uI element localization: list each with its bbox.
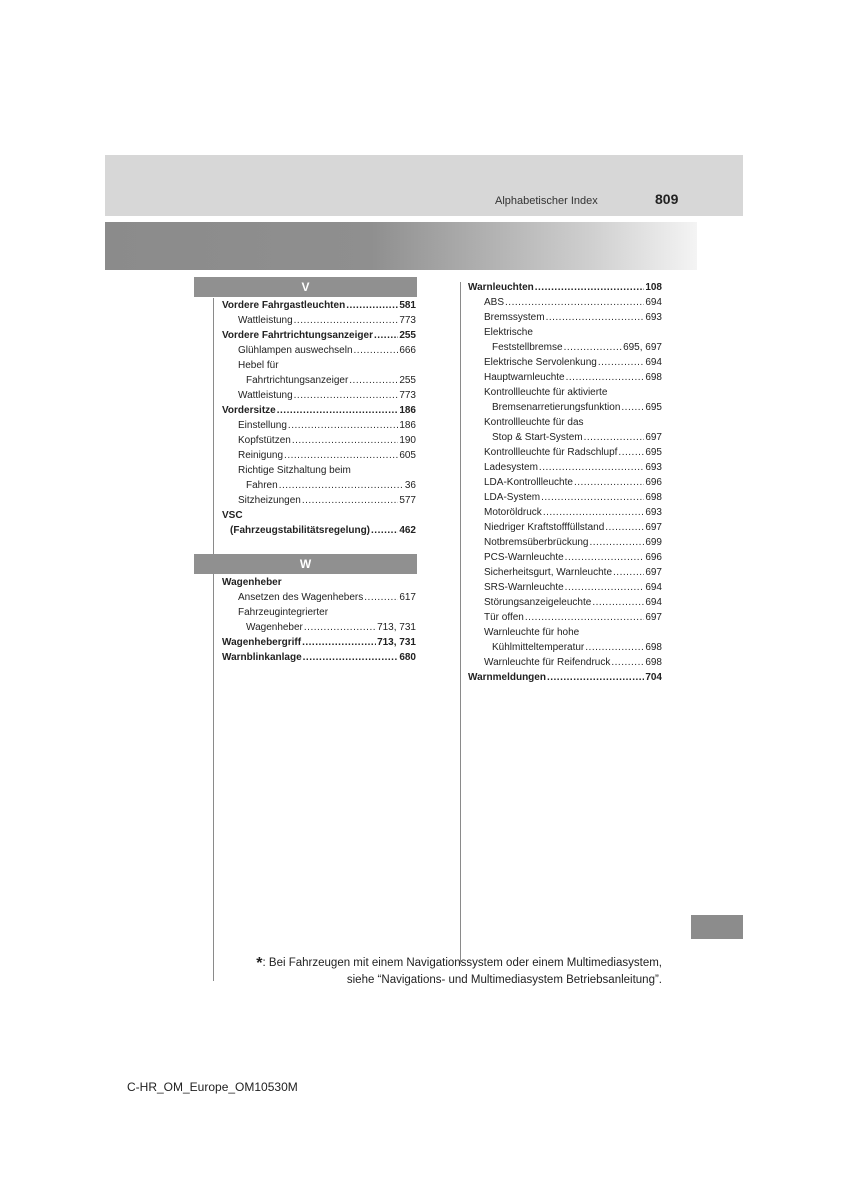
index-entry-page: 696 (645, 552, 662, 563)
index-entry-term: Warnleuchten (468, 282, 534, 293)
dot-leader (292, 433, 399, 448)
index-entry-page: 255 (399, 330, 416, 341)
index-entry (468, 565, 662, 580)
index-entry-term: Einstellung (238, 420, 287, 431)
index-entry-term: Ladesystem (484, 462, 538, 473)
index-entry-page: 108 (645, 282, 662, 293)
dot-leader (592, 595, 644, 610)
index-entry-term: Reinigung (238, 450, 284, 461)
index-entry-term: Wagenheber (246, 622, 303, 633)
dot-leader (349, 373, 398, 388)
index-entry-term: Warnleuchte für hohe (484, 627, 580, 638)
dot-leader (613, 565, 644, 580)
index-entry-term: Vordere Fahrtrichtungsanzeiger (222, 330, 373, 341)
index-entry-term: Bremssystem (484, 312, 545, 323)
index-entry (468, 295, 662, 310)
index-entry-term: Vordersitze (222, 405, 276, 416)
index-entry-page: 462 (399, 525, 416, 536)
index-entry-page: 697 (645, 432, 662, 443)
index-entry-page: 695 (645, 402, 662, 413)
index-entry-page: 697 (645, 612, 662, 623)
index-entry (468, 340, 662, 355)
index-entry (222, 590, 416, 605)
index-entry (468, 415, 662, 430)
index-entry-page: 581 (399, 300, 416, 311)
index-entry (468, 310, 662, 325)
dot-leader (611, 655, 644, 670)
index-entry (222, 478, 416, 493)
dot-leader (547, 670, 644, 685)
index-entry (468, 550, 662, 565)
dot-leader (294, 388, 399, 403)
index-entry-term: Sicherheitsgurt, Warnleuchte (484, 567, 613, 578)
index-entry-term: Elektrische Servolenkung (484, 357, 597, 368)
letter-heading-v: V (194, 277, 417, 297)
index-entry (222, 493, 416, 508)
index-entry (468, 580, 662, 595)
index-entry-term: Warnleuchte für Reifendruck (484, 657, 611, 668)
index-entry-page: 190 (399, 435, 416, 446)
index-entry (468, 490, 662, 505)
index-entry-term: Elektrische (484, 327, 533, 338)
chapter-bar (105, 222, 697, 270)
index-entry-term: Fahren (246, 480, 278, 491)
index-entry (222, 523, 416, 538)
index-entry-page: 693 (645, 312, 662, 323)
index-entry (222, 508, 416, 523)
index-entry-page: 577 (399, 495, 416, 506)
index-entry-term: Wagenhebergriff (222, 637, 302, 648)
index-entry (222, 433, 416, 448)
index-entry (222, 358, 416, 373)
index-entry-page: 36 (404, 480, 416, 491)
dot-leader (565, 550, 645, 565)
header-band (105, 155, 743, 216)
index-entry-term: Kontrollleuchte für aktivierte (484, 387, 608, 398)
page-number: 809 (655, 191, 679, 207)
index-entry-page: 693 (645, 507, 662, 518)
dot-leader (346, 298, 398, 313)
index-entry-page: 713, 731 (377, 622, 416, 633)
index-entry (468, 520, 662, 535)
index-entry (468, 655, 662, 670)
dot-leader (294, 313, 399, 328)
index-entry (222, 403, 416, 418)
index-entry-page: 698 (645, 372, 662, 383)
index-entry-page: 255 (399, 375, 416, 386)
index-entry (222, 605, 416, 620)
index-entry (222, 298, 416, 313)
index-entry (468, 535, 662, 550)
index-entry (468, 355, 662, 370)
index-entry (468, 505, 662, 520)
index-list-warn (468, 280, 662, 685)
dot-leader (535, 280, 645, 295)
dot-leader (303, 650, 399, 665)
dot-leader (371, 523, 398, 538)
letter-heading-w: W (194, 554, 417, 574)
index-entry-page: 605 (399, 450, 416, 461)
index-entry-term: Warnblinkanlage (222, 652, 302, 663)
index-entry (222, 343, 416, 358)
dot-leader (374, 328, 398, 343)
index-entry-term: Kontrollleuchte für das (484, 417, 584, 428)
index-entry (222, 418, 416, 433)
footnote-line-1: : Bei Fahrzeugen mit einem Navigationssystem oder einem Multimediasystem, (262, 957, 662, 969)
dot-leader (574, 475, 644, 490)
index-entry-page: 773 (399, 390, 416, 401)
index-entry-page: 698 (645, 492, 662, 503)
dot-leader (364, 590, 398, 605)
index-entry (468, 460, 662, 475)
index-entry-page: 694 (645, 597, 662, 608)
dot-leader (584, 430, 645, 445)
index-entry (222, 620, 416, 635)
index-entry-term: Störungsanzeigeleuchte (484, 597, 592, 608)
index-entry (222, 373, 416, 388)
index-entry-page: 773 (399, 315, 416, 326)
index-entry-term: Ansetzen des Wagenhebers (238, 592, 364, 603)
index-entry (468, 625, 662, 640)
index-entry-page: 694 (645, 357, 662, 368)
dot-leader (284, 448, 398, 463)
index-entry-term: Kopfstützen (238, 435, 291, 446)
index-entry-page: 695, 697 (623, 342, 662, 353)
index-entry-term: Wagenheber (222, 577, 282, 588)
footnote-line-2: siehe “Navigations- und Multimediasystem Betriebsanleitung”. (346, 974, 662, 986)
index-entry (468, 430, 662, 445)
index-entry-term: Sitzheizungen (238, 495, 301, 506)
index-entry (468, 475, 662, 490)
index-entry-term: Wattleistung (238, 315, 293, 326)
index-entry-page: 704 (645, 672, 662, 683)
dot-leader (279, 478, 404, 493)
dot-leader (288, 418, 398, 433)
index-entry-term: (Fahrzeugstabilitätsregelung) (230, 525, 371, 536)
index-entry-page: 666 (399, 345, 416, 356)
dot-leader (546, 310, 645, 325)
right-column-rule (460, 282, 461, 964)
index-entry-term: Motoröldruck (484, 507, 542, 518)
index-entry (468, 280, 662, 295)
dot-leader (543, 505, 645, 520)
index-entry (222, 388, 416, 403)
index-entry (468, 370, 662, 385)
index-entry-term: Fahrzeugintegrierter (238, 607, 329, 618)
index-entry (468, 670, 662, 685)
dot-leader (302, 635, 376, 650)
index-entry-page: 695 (645, 447, 662, 458)
index-entry (468, 385, 662, 400)
index-entry-page: 713, 731 (377, 637, 416, 648)
index-entry-term: LDA-System (484, 492, 541, 503)
dot-leader (539, 460, 644, 475)
index-entry-term: VSC (222, 510, 243, 521)
index-entry (222, 650, 416, 665)
index-entry-term: Notbremsüberbrückung (484, 537, 589, 548)
index-entry-page: 697 (645, 522, 662, 533)
footnote-star: * (256, 955, 263, 972)
section-title: Alphabetischer Index (495, 195, 598, 207)
index-entry-term: Feststellbremse (492, 342, 563, 353)
index-entry-term: Hebel für (238, 360, 279, 371)
dot-leader (304, 620, 376, 635)
index-entry-term: Stop & Start-System (492, 432, 583, 443)
index-entry (468, 325, 662, 340)
index-entry-term: PCS-Warnleuchte (484, 552, 564, 563)
dot-leader (585, 640, 644, 655)
index-entry (468, 610, 662, 625)
index-entry-term: Wattleistung (238, 390, 293, 401)
index-entry-term: Glühlampen auswechseln (238, 345, 353, 356)
index-entry (468, 445, 662, 460)
index-entry (222, 448, 416, 463)
index-entry (468, 595, 662, 610)
thumb-index-tab (691, 915, 743, 939)
index-entry (222, 635, 416, 650)
index-entry (222, 328, 416, 343)
index-entry-page: 697 (645, 567, 662, 578)
index-entry-term: Niedriger Kraftstofffüllstand (484, 522, 605, 533)
index-entry-page: 680 (399, 652, 416, 663)
index-entry (222, 575, 416, 590)
index-entry (222, 313, 416, 328)
index-entry-page: 186 (399, 405, 416, 416)
index-entry-page: 617 (399, 592, 416, 603)
index-entry-term: LDA-Kontrollleuchte (484, 477, 573, 488)
dot-leader (541, 490, 644, 505)
dot-leader (277, 403, 399, 418)
dot-leader (564, 340, 622, 355)
dot-leader (605, 520, 644, 535)
index-entry (222, 463, 416, 478)
index-entry-term: ABS (484, 297, 505, 308)
index-entry-term: Warnmeldungen (468, 672, 546, 683)
index-entry-page: 694 (645, 297, 662, 308)
footnote (256, 955, 662, 989)
index-list-v (222, 298, 416, 538)
index-entry-term: Richtige Sitzhaltung beim (238, 465, 351, 476)
index-entry-page: 694 (645, 582, 662, 593)
dot-leader (525, 610, 644, 625)
dot-leader (618, 445, 644, 460)
index-entry-page: 696 (645, 477, 662, 488)
index-entry-term: Fahrtrichtungsanzeiger (246, 375, 349, 386)
dot-leader (565, 580, 645, 595)
index-entry-term: SRS-Warnleuchte (484, 582, 564, 593)
left-column-rule (213, 298, 214, 981)
index-entry-term: Kühlmitteltemperatur (492, 642, 585, 653)
index-entry-page: 698 (645, 657, 662, 668)
dot-leader (621, 400, 644, 415)
document-id: C-HR_OM_Europe_OM10530M (127, 1080, 298, 1094)
index-entry-page: 699 (645, 537, 662, 548)
index-entry-term: Hauptwarnleuchte (484, 372, 565, 383)
dot-leader (354, 343, 399, 358)
dot-leader (302, 493, 398, 508)
dot-leader (566, 370, 645, 385)
dot-leader (598, 355, 644, 370)
dot-leader (505, 295, 644, 310)
index-entry-page: 186 (399, 420, 416, 431)
index-entry-page: 698 (645, 642, 662, 653)
index-entry-term: Tür offen (484, 612, 524, 623)
index-entry (468, 640, 662, 655)
index-entry-term: Bremsenarretierungsfunktion (492, 402, 621, 413)
index-entry-page: 693 (645, 462, 662, 473)
dot-leader (590, 535, 645, 550)
index-entry-term: Vordere Fahrgastleuchten (222, 300, 346, 311)
index-entry-term: Kontrollleuchte für Radschlupf (484, 447, 618, 458)
index-entry (468, 400, 662, 415)
index-list-w (222, 575, 416, 665)
